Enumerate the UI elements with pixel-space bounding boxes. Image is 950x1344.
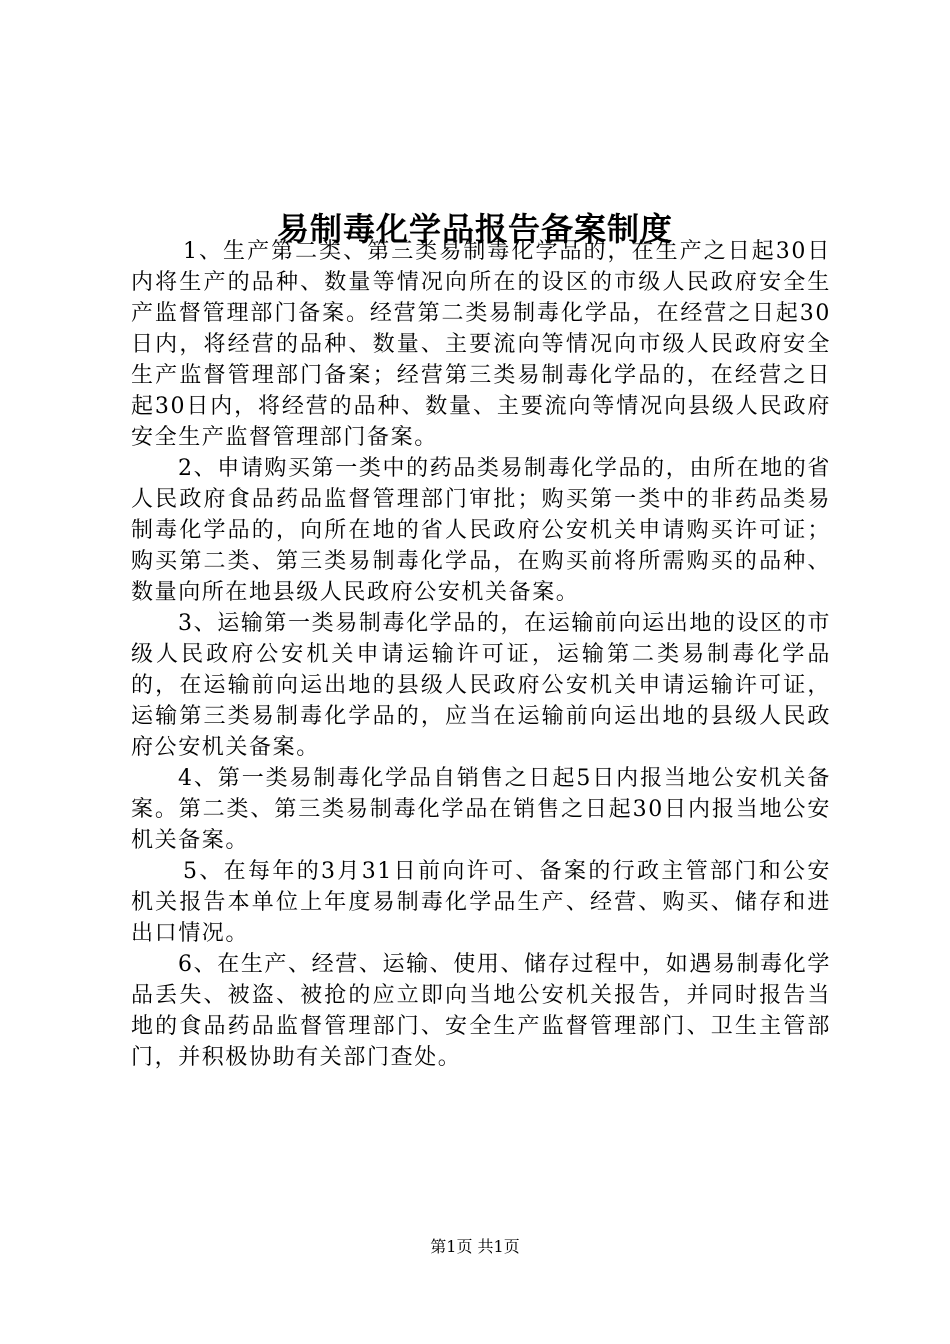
- paragraph-6: 6、在生产、经营、运输、使用、储存过程中，如遇易制毒化学品丢失、被盗、被抢的应立即向当地公安机关报告，并同时报告当地的食品药品监督管理部门、安全生产监督管理部门、卫生主管部门，并积极协助有关部门查处。: [131, 952, 831, 1070]
- paragraph-5: 5、在每年的3月31日前向许可、备案的行政主管部门和公安机关报告本单位上年度易制毒化学品生产、经营、购买、储存和进出口情况。: [131, 859, 831, 946]
- paragraph-1: 1、生产第二类、第三类易制毒化学品的，在生产之日起30日内将生产的品种、数量等情况向所在的设区的市级人民政府安全生产监督管理部门备案。经营第二类易制毒化学品，在经营之日起30日内，将经营的品种、数量、主要流向等情况向市级人民政府安全生产监督管理部门备案；经营第三类易制毒化学品的，在经营之日起30日内，将经营的品种、数量、主要流向等情况向县级人民政府安全生产监督管理部门备案。: [131, 239, 831, 450]
- document-title: 易制毒化学品报告备案制度: [276, 210, 673, 249]
- paragraph-3: 3、运输第一类易制毒化学品的，在运输前向运出地的设区的市级人民政府公安机关申请运输许可证，运输第二类易制毒化学品的，在运输前向运出地的县级人民政府公安机关申请运输许可证，运输第三类易制毒化学品的，应当在运输前向运出地的县级人民政府公安机关备案。: [131, 611, 831, 760]
- paragraph-4: 4、第一类易制毒化学品自销售之日起5日内报当地公安机关备案。第二类、第三类易制毒化学品在销售之日起30日内报当地公安机关备案。: [131, 766, 831, 853]
- paragraph-2: 2、申请购买第一类中的药品类易制毒化学品的，由所在地的省人民政府食品药品监督管理部门审批；购买第一类中的非药品类易制毒化学品的，向所在地的省人民政府公安机关申请购买许可证；购买第二类、第三类易制毒化学品，在购买前将所需购买的品种、数量向所在地县级人民政府公安机关备案。: [131, 456, 831, 605]
- page-footer: 第1页 共1页: [430, 1237, 520, 1256]
- document-body: [131, 236, 831, 1073]
